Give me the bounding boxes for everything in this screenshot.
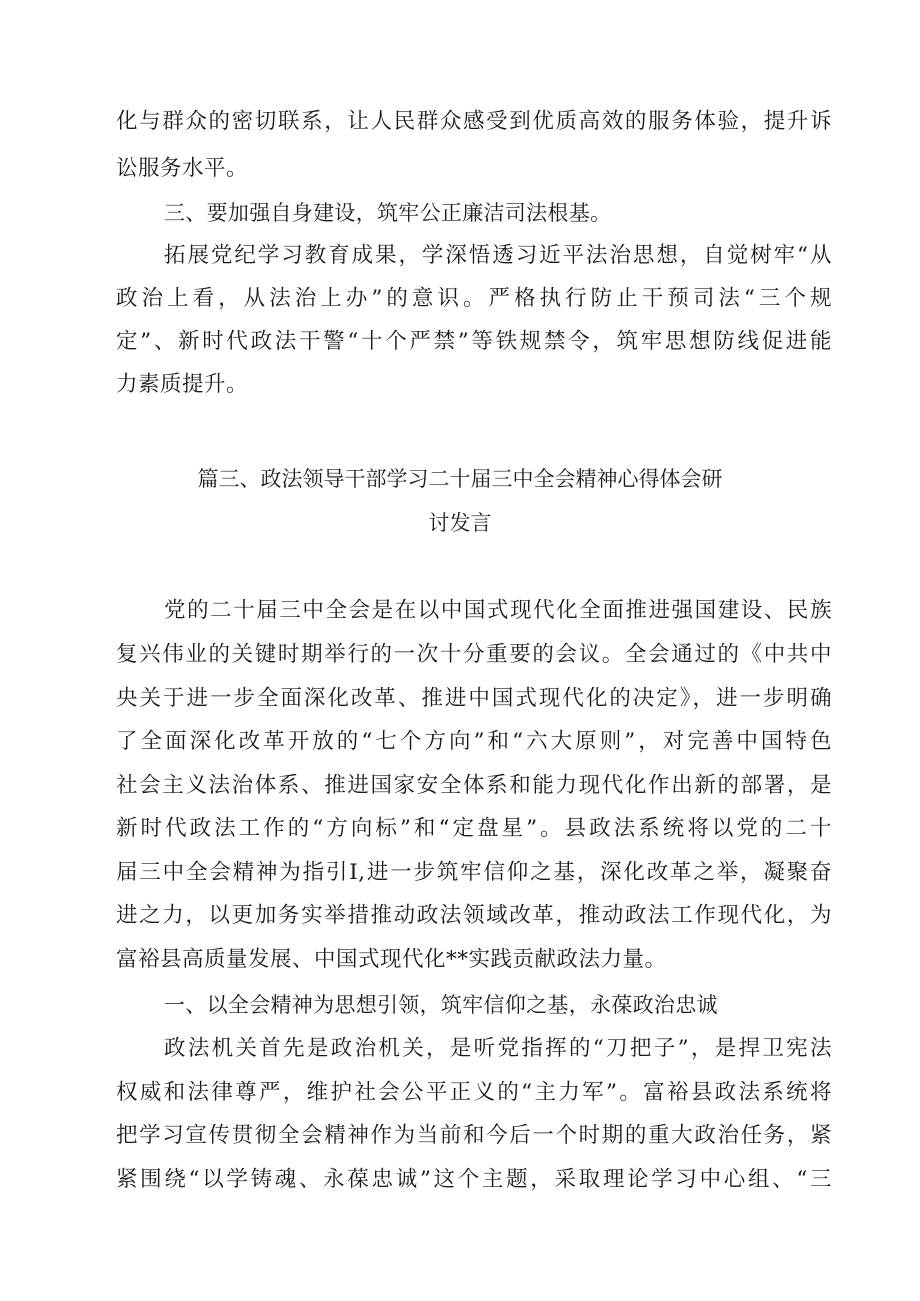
paragraph-line: 政法机关首先是政治机关，是听党指挥的“刀把子”，是捍卫宪法 [164, 1036, 832, 1061]
paragraph-line: 拓展党纪学习教育成果，学深悟透习近平法治思想，自觉树牢“从 [164, 243, 832, 268]
paragraph-line: 富裕县高质量发展、中国式现代化**实践贡献政法力量。 [116, 947, 667, 972]
paragraph-line: 进之力，以更加务实举措推动政法领域改革，推动政法工作现代化，为 [116, 903, 832, 928]
paragraph-line: 把学习宣传贯彻全会精神作为当前和今后一个时期的重大政治任务，紧 [116, 1123, 832, 1148]
paragraph-line: 化与群众的密切联系，让人民群众感受到优质高效的服务体验，提升诉 [116, 109, 832, 134]
paragraph-line: 了全面深化改革开放的“七个方向”和“六大原则”，对完善中国特色 [116, 729, 832, 754]
section-heading: 一、以全会精神为思想引领，筑牢信仰之基，永葆政治忠诚 [164, 993, 718, 1017]
paragraph-line: 紧围绕“以学铸魂、永葆忠诚”这个主题，采取理论学习中心组、“三 [116, 1167, 832, 1192]
paragraph-line: 社会主义法治体系、推进国家安全体系和能力现代化作出新的部署，是 [116, 773, 832, 798]
article-title-line: 讨发言 [428, 511, 492, 535]
paragraph-line: 讼服务水平。 [116, 156, 249, 181]
paragraph-line: 复兴伟业的关键时期举行的一次十分重要的会议。全会通过的《中共中 [116, 642, 832, 667]
article-title-line: 篇三、政法领导干部学习二十届三中全会精神心得体会研 [197, 467, 723, 491]
paragraph-line: 党的二十届三中全会是在以中国式现代化全面推进强国建设、民族 [164, 598, 832, 623]
paragraph-line: 定”、新时代政法干警“十个严禁”等铁规禁令，筑牢思想防线促进能 [116, 329, 832, 354]
paragraph-line: 新时代政法工作的“方向标”和“定盘星”。县政法系统将以党的二十 [116, 816, 832, 841]
section-heading: 三、要加强自身建设，筑牢公正廉洁司法根基。 [164, 201, 612, 225]
paragraph-line: 届三中全会精神为指引I,进一步筑牢信仰之基，深化改革之举，凝聚奋 [116, 860, 832, 885]
paragraph-line: 力素质提升。 [116, 372, 249, 397]
paragraph-line: 权威和法律尊严，维护社会公平正义的“主力军”。富裕县政法系统将 [116, 1080, 832, 1105]
paragraph-line: 央关于进一步全面深化改革、推进中国式现代化的决定》，进一步明确 [116, 686, 832, 711]
paragraph-line: 政治上看，从法治上办”的意识。严格执行防止干预司法“三个规 [116, 286, 832, 311]
